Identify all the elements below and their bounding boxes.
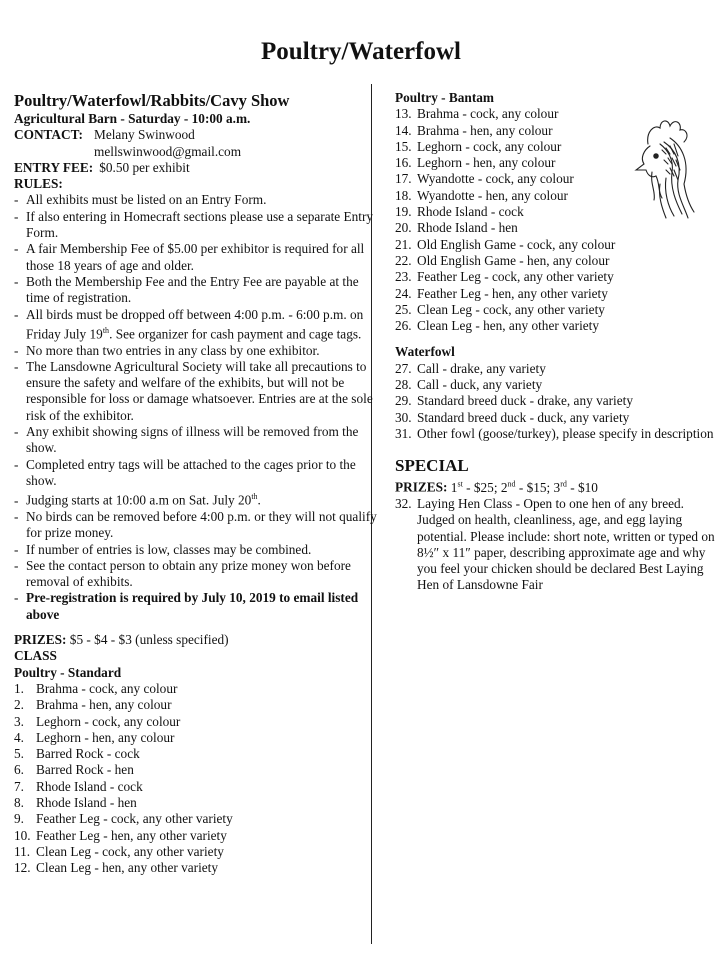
class-item xyxy=(14,795,382,811)
class-number: 25. xyxy=(395,301,412,317)
entry-fee-label: ENTRY FEE: xyxy=(14,159,94,175)
rule-dash: - xyxy=(14,192,19,208)
class-item xyxy=(395,302,717,318)
class-number: 21. xyxy=(395,236,412,252)
class-item xyxy=(395,286,717,302)
class-item xyxy=(14,844,382,860)
class-text: Rhode Island - cock xyxy=(417,204,524,220)
special-class-text: Laying Hen Class - Open to one hen of any breed. Judged on health, cleanliness, age, and egg laying potential. Please include: short note, written or typed on 8½″ x 11″ paper, describing approximate age and why you feel your chicken should be declared Best Laying Hen of Lansdowne Fair xyxy=(417,495,715,593)
prizes-row xyxy=(14,632,382,648)
class-text: Barred Rock - hen xyxy=(36,762,134,778)
class-text: Clean Leg - cock, any other variety xyxy=(36,843,224,859)
rooster-icon xyxy=(626,114,698,222)
class-number: 9. xyxy=(14,811,24,827)
rule-text: If number of entries is low, classes may be combined. xyxy=(26,541,312,557)
class-number: 27. xyxy=(395,360,412,376)
class-text: Other fowl (goose/turkey), please specify in description xyxy=(417,425,714,441)
class-item xyxy=(395,237,717,253)
class-text: Barred Rock - cock xyxy=(36,746,140,762)
class-number: 14. xyxy=(395,122,412,138)
class-text: Rhode Island - hen xyxy=(417,220,518,236)
class-text: Standard breed duck - drake, any variety xyxy=(417,393,633,409)
rule-item xyxy=(14,307,382,343)
rule-item xyxy=(14,457,382,490)
class-number: 24. xyxy=(395,285,412,301)
special-class-number: 32. xyxy=(395,495,412,511)
class-item xyxy=(395,426,717,442)
class-item xyxy=(14,860,382,876)
rule-text: All birds must be dropped off between 4:00 p.m. - 6:00 p.m. on Friday July 19 xyxy=(26,306,364,342)
class-number: 6. xyxy=(14,762,24,778)
class-number: 10. xyxy=(14,827,31,843)
class-number: 19. xyxy=(395,204,412,220)
contact-label: CONTACT: xyxy=(14,127,83,143)
class-number: 5. xyxy=(14,746,24,762)
class-item xyxy=(14,762,382,778)
rule-text-tail: . See organizer for cash payment and cage tags. xyxy=(109,326,362,342)
class-text: Feather Leg - hen, any other variety xyxy=(417,285,608,301)
class-item xyxy=(395,393,717,409)
class-number: 31. xyxy=(395,425,412,441)
class-text: Brahma - cock, any colour xyxy=(417,106,559,122)
class-number: 20. xyxy=(395,220,412,236)
class-item xyxy=(14,730,382,746)
class-text: Feather Leg - cock, any other variety xyxy=(36,811,233,827)
prize-third-value: - $10 xyxy=(566,479,598,495)
rule-item xyxy=(14,489,382,509)
rule-dash: - xyxy=(14,424,19,440)
rules-list xyxy=(14,192,382,623)
contact-name: Melany Swinwood xyxy=(94,127,195,143)
class-number: 3. xyxy=(14,713,24,729)
class-item xyxy=(395,253,717,269)
class-number: 1. xyxy=(14,680,24,696)
rule-item xyxy=(14,209,382,242)
class-text: Wyandotte - cock, any colour xyxy=(417,171,574,187)
class-number: 13. xyxy=(395,106,412,122)
class-text: Standard breed duck - duck, any variety xyxy=(417,409,630,425)
contact-row xyxy=(14,127,382,143)
rule-dash: - xyxy=(14,456,19,472)
class-item xyxy=(14,697,382,713)
special-class-item xyxy=(395,496,717,594)
class-text: Clean Leg - hen, any other variety xyxy=(36,860,219,876)
class-number: 28. xyxy=(395,377,412,393)
prize-second-sup: nd xyxy=(507,479,516,489)
class-text: Leghorn - hen, any colour xyxy=(417,155,556,171)
class-text: Call - drake, any variety xyxy=(417,360,546,376)
class-item xyxy=(395,410,717,426)
class-text: Clean Leg - hen, any other variety xyxy=(417,318,600,334)
class-item xyxy=(14,811,382,827)
special-heading: SPECIAL xyxy=(395,456,469,476)
class-text: Feather Leg - hen, any other variety xyxy=(36,827,227,843)
rules-label: RULES: xyxy=(14,176,63,192)
class-item xyxy=(395,318,717,334)
rule-text: See the contact person to obtain any prize money won before removal of exhibits. xyxy=(26,557,351,590)
class-text: Leghorn - cock, any colour xyxy=(36,713,181,729)
prize-third-sup: rd xyxy=(560,479,567,489)
class-text: Old English Game - cock, any colour xyxy=(417,236,616,252)
standard-list xyxy=(14,681,382,877)
rule-dash: - xyxy=(14,492,19,508)
rule-dash: - xyxy=(14,358,19,374)
class-text: Brahma - cock, any colour xyxy=(36,680,178,696)
class-item xyxy=(14,828,382,844)
rule-sup: th xyxy=(102,325,110,335)
rule-item xyxy=(14,343,382,359)
show-location: Agricultural Barn - Saturday - 10:00 a.m. xyxy=(14,111,251,126)
rule-text: Both the Membership Fee and the Entry Fee are payable at the time of registration. xyxy=(26,273,359,306)
prizes-label: PRIZES: xyxy=(14,632,67,648)
rule-text: Judging starts at 10:00 a.m on Sat. July 20 xyxy=(26,492,252,508)
entry-fee-value: $0.50 per exhibit xyxy=(99,159,190,175)
class-label: CLASS xyxy=(14,648,57,664)
rule-text: No birds can be removed before 4:00 p.m. or they will not qualify for prize money. xyxy=(26,508,377,541)
rule-dash: - xyxy=(14,208,19,224)
rule-sup: th xyxy=(251,492,258,502)
rule-dash: - xyxy=(14,590,19,606)
prize-first-value: - $25; 2 xyxy=(462,479,508,495)
class-text: Wyandotte - hen, any colour xyxy=(417,187,568,203)
show-title: Poultry/Waterfowl/Rabbits/Cavy Show xyxy=(14,91,290,110)
class-item xyxy=(14,746,382,762)
class-number: 15. xyxy=(395,138,412,154)
class-number: 12. xyxy=(14,860,31,876)
class-number: 18. xyxy=(395,187,412,203)
rule-item xyxy=(14,274,382,307)
rule-text: No more than two entries in any class by one exhibitor. xyxy=(26,342,320,358)
rule-item xyxy=(14,424,382,457)
class-number: 26. xyxy=(395,318,412,334)
class-text: Leghorn - hen, any colour xyxy=(36,729,175,745)
rule-item xyxy=(14,241,382,274)
class-text: Call - duck, any variety xyxy=(417,377,543,393)
class-number: 16. xyxy=(395,155,412,171)
special-prizes-label: PRIZES: xyxy=(395,479,448,495)
class-text: Leghorn - cock, any colour xyxy=(417,138,562,154)
rule-dash: - xyxy=(14,306,19,322)
rule-text: Pre-registration is required by July 10, 2019 to email listed above xyxy=(26,590,359,622)
class-item xyxy=(395,377,717,393)
class-item xyxy=(395,361,717,377)
class-text: Old English Game - hen, any colour xyxy=(417,252,610,268)
class-text: Brahma - hen, any colour xyxy=(417,122,553,138)
bantam-heading: Poultry - Bantam xyxy=(395,90,494,105)
rule-dash: - xyxy=(14,541,19,557)
class-text: Rhode Island - cock xyxy=(36,778,143,794)
rule-text: Completed entry tags will be attached to the cages prior to the show. xyxy=(26,456,356,488)
rule-dash: - xyxy=(14,241,19,257)
class-number: 11. xyxy=(14,843,31,859)
page-title: Poultry/Waterfowl xyxy=(261,38,461,65)
prize-first-sup: st xyxy=(457,479,463,489)
rule-text: All exhibits must be listed on an Entry Form. xyxy=(26,192,267,208)
rule-dash: - xyxy=(14,273,19,289)
prize-first: 1 xyxy=(450,479,458,495)
rule-dash: - xyxy=(14,508,19,524)
class-number: 4. xyxy=(14,729,24,745)
rule-text: Any exhibit showing signs of illness will be removed from the show. xyxy=(26,424,359,456)
rule-item xyxy=(14,590,382,623)
class-item xyxy=(14,714,382,730)
rule-item xyxy=(14,558,382,591)
class-text: Rhode Island - hen xyxy=(36,795,137,811)
rule-text: If also entering in Homecraft sections please use a separate Entry Form. xyxy=(26,208,374,241)
waterfowl-list xyxy=(395,361,717,442)
class-text: Feather Leg - cock, any other variety xyxy=(417,269,614,285)
class-text: Brahma - hen, any colour xyxy=(36,697,172,713)
rule-text: A fair Membership Fee of $5.00 per exhibitor is required for all those 18 years of age and older. xyxy=(26,241,365,273)
class-item xyxy=(395,269,717,285)
rule-text: The Lansdowne Agricultural Society will take all precautions to ensure the safety and welfare of the exhibits, but will not be responsible for loss or damage whatsoever. Entries are at the sole risk of the exhibitor. xyxy=(26,358,373,423)
left-column xyxy=(14,92,382,877)
rule-dash: - xyxy=(14,342,19,358)
class-number: 29. xyxy=(395,393,412,409)
class-number: 30. xyxy=(395,409,412,425)
class-number: 2. xyxy=(14,697,24,713)
rule-item xyxy=(14,192,382,208)
class-number: 23. xyxy=(395,269,412,285)
class-number: 22. xyxy=(395,252,412,268)
class-item xyxy=(14,779,382,795)
special-prizes-row xyxy=(395,476,717,496)
entry-fee-row xyxy=(14,160,382,176)
class-number: 17. xyxy=(395,171,412,187)
rule-item xyxy=(14,542,382,558)
special-prizes-value xyxy=(451,480,598,495)
prizes-value: $5 - $4 - $3 (unless specified) xyxy=(69,632,229,648)
rule-item xyxy=(14,359,382,424)
class-item xyxy=(395,220,717,236)
rule-text-tail: . xyxy=(257,492,261,508)
standard-heading: Poultry - Standard xyxy=(14,664,122,680)
prize-second-value: - $15; 3 xyxy=(515,479,561,495)
contact-email[interactable]: mellswinwood@gmail.com xyxy=(94,143,242,159)
class-text: Clean Leg - cock, any other variety xyxy=(417,301,605,317)
rule-item xyxy=(14,509,382,542)
class-number: 7. xyxy=(14,778,24,794)
class-number: 8. xyxy=(14,795,24,811)
rule-dash: - xyxy=(14,557,19,573)
waterfowl-heading: Waterfowl xyxy=(395,344,455,360)
class-item xyxy=(14,681,382,697)
